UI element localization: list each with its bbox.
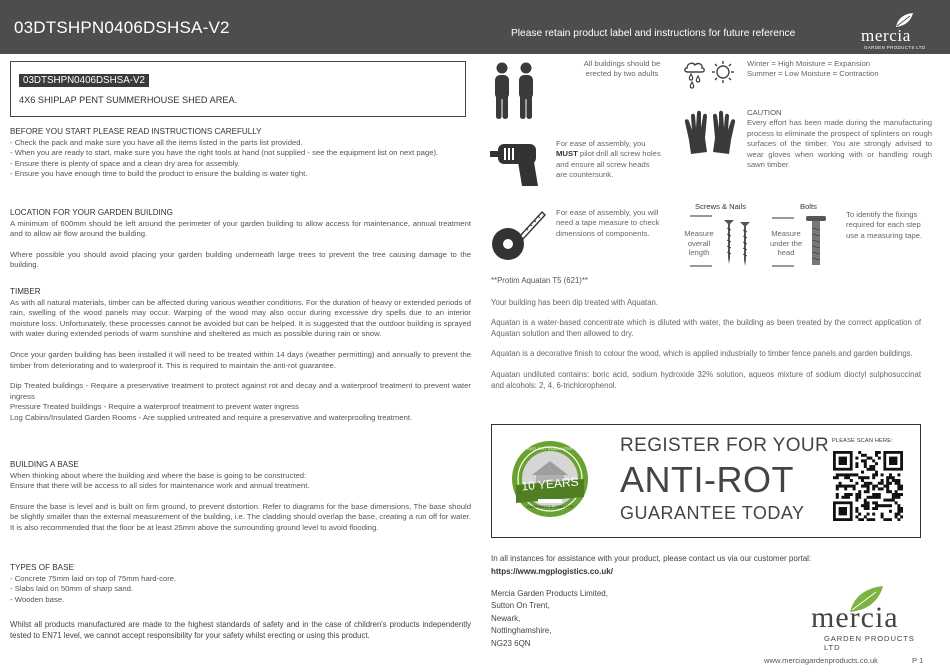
label-description: 4X6 SHIPLAP PENT SUMMERHOUSE SHED AREA. bbox=[19, 95, 238, 105]
gloves-icon bbox=[683, 110, 737, 162]
aquatan-para: Aquatan is a decorative finish to colour the wood, which is applied industrially to timber fence panels and garden buildings. bbox=[491, 349, 913, 359]
drill-note-must: MUST bbox=[556, 149, 578, 159]
seal-top-text: ANTI-ROT GUARANTEE bbox=[527, 447, 573, 451]
base-para: Ensure that there will be access to all sides for maintenance work and annual treatment. bbox=[10, 481, 310, 491]
mercia-logo-footer bbox=[808, 583, 928, 653]
qr-code[interactable] bbox=[833, 451, 903, 521]
measure-overall-label: Measure overall length bbox=[684, 229, 714, 258]
timber-heading: TIMBER bbox=[10, 287, 41, 296]
page-number: P 1 bbox=[912, 656, 924, 665]
register-line3: GUARANTEE TODAY bbox=[620, 503, 805, 523]
portal-link[interactable]: https://www.mgplogistics.co.uk/ bbox=[491, 566, 613, 576]
before-start-heading: BEFORE YOU START PLEASE READ INSTRUCTIONS CAREFULLY bbox=[10, 127, 262, 136]
assistance-note bbox=[491, 553, 841, 578]
product-label-box bbox=[10, 61, 466, 117]
register-line2: ANTI-ROT bbox=[620, 459, 794, 500]
types-section bbox=[10, 563, 471, 605]
before-start-section bbox=[10, 127, 471, 180]
header-bar bbox=[0, 0, 950, 54]
seal-main-text: 10 YEARS bbox=[520, 474, 580, 494]
base-para: When thinking about where the building and where the base is going to be constructed: bbox=[10, 470, 307, 480]
caution-text: Every effort has been made during the manufacturing process to eliminate the prospect of splinters on rough surfaces of the timber. You are strongly advised to wear gloves when working with or handling rough sawn timber. bbox=[747, 118, 932, 170]
drill-note bbox=[556, 139, 662, 181]
weather-icon bbox=[681, 58, 737, 92]
header-retain-note: Please retain product label and instructions for future reference bbox=[511, 28, 796, 39]
website-footer[interactable]: www.merciagardenproducts.co.uk bbox=[764, 656, 878, 665]
label-code: 03DTSHPN0406DSHSA-V2 bbox=[19, 74, 149, 87]
aquatan-section bbox=[491, 276, 921, 391]
weather-winter: Winter = High Moisture = Expansion bbox=[747, 59, 871, 68]
location-heading: LOCATION FOR YOUR GARDEN BUILDING bbox=[10, 208, 173, 217]
logo-name: mercia bbox=[811, 601, 899, 634]
logo-sub: GARDEN PRODUCTS LTD bbox=[824, 634, 915, 652]
address-line: Newark, bbox=[491, 613, 521, 623]
measure-head-label: Measure under the head bbox=[769, 229, 803, 258]
base-para: Ensure the base is level and is built on firm ground, to prevent distortion. Refer to diagrams for the base dimensions, The base should be slightly smaller than the external measurement of the building, i.e. The cladding should overlap the base, creating a run off for water. It is also recommended that the floor be at least 25mm above the surrounding ground level to avoid flooding. bbox=[10, 501, 471, 532]
timber-log: Log Cabins/Insulated Garden Rooms - Are supplied untreated and require a preservative and waterproofing treatment. bbox=[10, 412, 413, 422]
timber-para: As with all natural materials, timber can be affected during various weather conditions. For the duration of heavy or extended periods of rain, swelling of the wood panels may occur. Warping of the wood may also occur during excessive dry spells due to an interior moisture loss. Unfortunately, these processes cannot be avoided but can be helped. It is suggested that the outdoor building is sprayed with water during extended periods of warm sunshine and sheltered as much as possible during rain or snow. bbox=[10, 297, 471, 339]
logo-name: mercia bbox=[861, 26, 911, 45]
company-address bbox=[491, 588, 608, 650]
location-section bbox=[10, 208, 471, 271]
before-start-item: - Ensure there is plenty of space and a clean dry area for assembly. bbox=[10, 158, 240, 168]
bolt-icon bbox=[770, 214, 834, 270]
header-product-code: 03DTSHPN0406DSHSA-V2 bbox=[14, 18, 230, 37]
screws-nails-label: Screws & Nails bbox=[695, 202, 747, 211]
mercia-logo-header bbox=[858, 12, 924, 52]
two-adults-note: All buildings should be erected by two adults bbox=[583, 59, 661, 79]
types-heading: TYPES OF BASE bbox=[10, 563, 74, 572]
location-para: Where possible you should avoid placing your garden building underneath large trees to prevent the tree causing damage to the building. bbox=[10, 249, 471, 270]
timber-pressure: Pressure Treated buildings - Require a waterproof treatment to prevent water ingress bbox=[10, 402, 299, 412]
timber-dip: Dip Treated buildings - Require a preservative treatment to protect against rot and decay and a waterproof treatment to prevent water ingress bbox=[10, 381, 471, 401]
types-item: - Concrete 75mm laid on top of 75mm hard-core. bbox=[10, 573, 177, 583]
base-heading: BUILDING A BASE bbox=[10, 460, 79, 469]
timber-section bbox=[10, 287, 471, 424]
before-start-item: - Ensure you have enough time to build the product to ensure the building is water tight. bbox=[10, 169, 308, 179]
location-para: A minimum of 600mm should be left around the perimeter of your garden building to allow access for maintenance, annual treatment and to allow air flow around the building. bbox=[10, 218, 471, 239]
drill-note-post: pilot drill all screw holes and ensure all screw heads are countersunk. bbox=[556, 149, 661, 180]
before-start-item: - Check the pack and make sure you have all the items listed in the parts list provided. bbox=[10, 137, 303, 147]
address-line: Sutton On Trent, bbox=[491, 601, 550, 611]
assistance-text: In all instances for assistance with your product, please contact us via our customer portal: bbox=[491, 554, 812, 563]
bolts-label: Bolts bbox=[800, 202, 817, 211]
address-line: Mercia Garden Products Limited, bbox=[491, 589, 608, 598]
fixings-note: To identify the fixings required for each step use a measuring tape. bbox=[846, 210, 923, 240]
aquatan-para: Aquatan undiluted contains: boric acid, sodium hydroxide 32% solution, aqueos mixture of sodium dioctyl sulphosuccinat and alcohols: 2, 4, 6-trichlorophenol. bbox=[491, 369, 921, 390]
logo-sub: GARDEN PRODUCTS LTD bbox=[864, 45, 926, 50]
screw-nail-icon bbox=[684, 214, 756, 270]
before-start-item: - When you are ready to start, make sure you have the right tools at hand (not supplied - see the equipment list on next page). bbox=[10, 148, 439, 158]
two-adults-icon bbox=[490, 62, 540, 122]
types-item: - Slabs laid on 50mm of sharp sand. bbox=[10, 584, 134, 594]
aquatan-para: Your building has been dip treated with Aquatan. bbox=[491, 297, 659, 307]
anti-rot-register-box bbox=[491, 424, 921, 538]
disclaimer: Whilst all products manufactured are made to the highest standards of safety and in the case of children's products independently tested to EN71 level, we cannot accept responsibility for your safety whilst erecting or using this product. bbox=[10, 620, 471, 640]
tape-measure-icon bbox=[490, 206, 546, 262]
drill-note-pre: For ease of assembly, you bbox=[556, 139, 646, 148]
address-line: NG23 6QN bbox=[491, 638, 531, 648]
drill-icon bbox=[490, 138, 548, 188]
caution-heading: CAUTION bbox=[747, 108, 782, 117]
tape-note: For ease of assembly, you will need a tape measure to check dimensions of components. bbox=[556, 208, 660, 238]
timber-para: Once your garden building has been installed it will need to be treated within 14 days (weather permitting) and annually to prevent the timber from deteriorating and to waterproof it. This is required to maintain the anti-rot guarantee. bbox=[10, 349, 471, 370]
aquatan-para: Aquatan is a water-based concentrate which is diluted with water, the building as been treated by the correct application of Aquatan solution and then allowed to dry. bbox=[491, 318, 921, 338]
register-line1: REGISTER FOR YOUR bbox=[620, 435, 830, 456]
seal-bottom-text: GUARANTEED LONG LIFE bbox=[526, 505, 574, 509]
address-line: Nottinghamshire, bbox=[491, 626, 552, 636]
scan-label: PLEASE SCAN HERE: bbox=[832, 438, 893, 444]
aquatan-heading: **Protim Aquatan T5 (621)** bbox=[491, 276, 588, 285]
base-section bbox=[10, 460, 471, 534]
caution-block bbox=[747, 108, 932, 170]
weather-note bbox=[747, 59, 879, 80]
weather-summer: Summer = Low Moisture = Contraction bbox=[747, 69, 879, 79]
types-item: - Wooden base. bbox=[10, 594, 65, 604]
